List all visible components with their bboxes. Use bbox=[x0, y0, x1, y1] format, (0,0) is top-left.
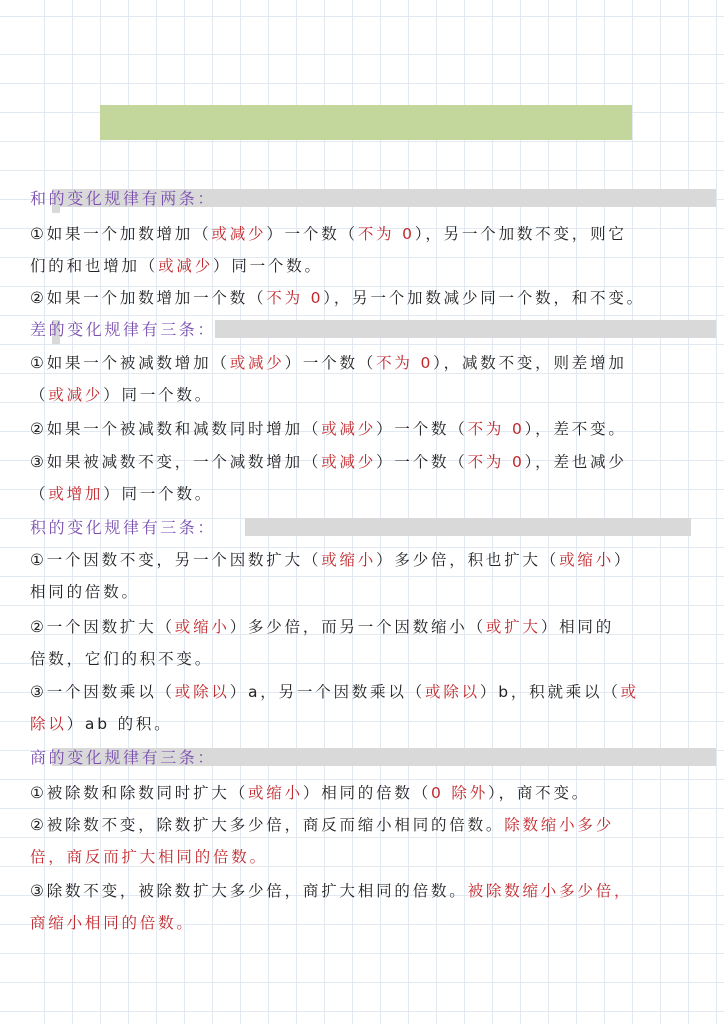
difference-rule-1 bbox=[30, 347, 694, 411]
heading-text: 差的变化规律有三条： bbox=[30, 320, 217, 339]
body-text: ）一个数（ bbox=[284, 354, 377, 372]
body-text: ③一个因数乘以（ bbox=[30, 683, 175, 701]
rule-line bbox=[30, 907, 694, 939]
rule-line bbox=[30, 576, 694, 608]
highlighted-text: 被除数缩小多少倍， bbox=[467, 882, 633, 900]
quotient-rule-3 bbox=[30, 875, 694, 939]
highlighted-text: 商缩小相同的倍数。 bbox=[30, 914, 195, 932]
highlighted-text: 或减少 bbox=[48, 386, 104, 404]
highlighted-text: 不为 0 bbox=[266, 289, 324, 307]
body-text: ）同一个数。 bbox=[103, 386, 214, 404]
heading-bar bbox=[215, 320, 716, 338]
highlighted-text: 或扩大 bbox=[485, 618, 541, 636]
highlighted-text: 或除以 bbox=[174, 683, 230, 701]
body-text: ） bbox=[614, 551, 633, 569]
rule-line bbox=[30, 777, 694, 809]
highlighted-text: 或缩小 bbox=[248, 784, 303, 802]
highlighted-text: 不为 0 bbox=[357, 225, 415, 243]
body-text: ）a，另一个因数乘以（ bbox=[229, 683, 426, 701]
body-text: ）相同的倍数（ bbox=[302, 784, 432, 802]
rule-line bbox=[30, 379, 694, 411]
body-text: ）相同的 bbox=[540, 618, 615, 636]
rule-line bbox=[30, 875, 694, 907]
rule-line bbox=[30, 676, 694, 708]
body-text: ）b，积就乘以（ bbox=[479, 683, 621, 701]
highlighted-text: 或缩小 bbox=[321, 551, 377, 569]
body-text: （ bbox=[30, 386, 49, 404]
body-text: 倍数，它们的积不变。 bbox=[30, 650, 214, 668]
rule-line bbox=[30, 282, 694, 314]
rule-line bbox=[30, 413, 694, 445]
highlighted-text: 0 除外 bbox=[431, 784, 489, 802]
body-text: ①被除数和除数同时扩大（ bbox=[30, 784, 248, 802]
heading-bar bbox=[245, 518, 691, 536]
body-text: ②如果一个加数增加一个数（ bbox=[30, 289, 267, 307]
section-heading-quotient bbox=[30, 748, 216, 768]
body-text: ），差不变。 bbox=[524, 420, 627, 438]
body-text: ）多少倍，而另一个因数缩小（ bbox=[229, 618, 486, 636]
body-text: ），减数不变，则差增加 bbox=[433, 354, 627, 372]
sum-rule-2 bbox=[30, 282, 694, 314]
body-text: ②被除数不变，除数扩大多少倍，商反而缩小相同的倍数。 bbox=[30, 816, 505, 834]
body-text: （ bbox=[30, 485, 49, 503]
difference-rule-3 bbox=[30, 446, 694, 510]
highlighted-text: 或减少 bbox=[211, 225, 267, 243]
rule-line bbox=[30, 347, 694, 379]
body-text: ③如果被减数不变，一个减数增加（ bbox=[30, 453, 322, 471]
rule-line bbox=[30, 544, 694, 576]
rule-line bbox=[30, 841, 694, 873]
highlighted-text: 除数缩小多少 bbox=[504, 816, 615, 834]
quotient-rule-2 bbox=[30, 809, 694, 873]
heading-text: 积的变化规律有三条： bbox=[30, 518, 217, 537]
body-text: ）一个数（ bbox=[376, 420, 468, 438]
highlighted-text: 除以 bbox=[30, 715, 67, 733]
quotient-rule-1 bbox=[30, 777, 694, 809]
body-text: ）一个数（ bbox=[376, 453, 468, 471]
heading-text: 商的变化规律有三条： bbox=[30, 748, 217, 767]
highlighted-text: 不为 0 bbox=[467, 420, 525, 438]
highlighted-text: 或减少 bbox=[321, 453, 377, 471]
title-banner bbox=[100, 105, 632, 140]
body-text: ②如果一个被减数和减数同时增加（ bbox=[30, 420, 322, 438]
highlighted-text: 或减少 bbox=[229, 354, 285, 372]
highlighted-text: 不为 0 bbox=[467, 453, 525, 471]
body-text: ）ab 的积。 bbox=[66, 715, 173, 733]
highlighted-text: 或除以 bbox=[425, 683, 480, 701]
body-text: ）同一个数。 bbox=[213, 257, 323, 275]
body-text: ①如果一个被减数增加（ bbox=[30, 354, 230, 372]
highlighted-text: 或缩小 bbox=[174, 618, 230, 636]
product-rule-3 bbox=[30, 676, 694, 740]
body-text: ③除数不变，被除数扩大多少倍，商扩大相同的倍数。 bbox=[30, 882, 468, 900]
rule-line bbox=[30, 611, 694, 643]
body-text: ①如果一个加数增加（ bbox=[30, 225, 212, 243]
body-text: ），商不变。 bbox=[488, 784, 591, 802]
highlighted-text: 倍，商反而扩大相同的倍数。 bbox=[30, 848, 268, 866]
body-text: 相同的倍数。 bbox=[30, 583, 140, 601]
rule-line bbox=[30, 809, 694, 841]
body-text: ①一个因数不变，另一个因数扩大（ bbox=[30, 551, 322, 569]
heading-text: 和的变化规律有两条： bbox=[30, 189, 217, 208]
body-text: ），另一个加数不变，则它 bbox=[414, 225, 627, 243]
body-text: ）同一个数。 bbox=[103, 485, 214, 503]
highlighted-text: 不为 0 bbox=[376, 354, 434, 372]
highlighted-text: 或 bbox=[620, 683, 639, 701]
body-text: ），另一个加数减少同一个数，和不变。 bbox=[323, 289, 645, 307]
difference-rule-2 bbox=[30, 413, 694, 445]
highlighted-text: 或缩小 bbox=[559, 551, 615, 569]
highlighted-text: 或增加 bbox=[48, 485, 104, 503]
rule-line bbox=[30, 218, 694, 250]
body-text: ），差也减少 bbox=[524, 453, 627, 471]
rule-line bbox=[30, 643, 694, 675]
body-text: ）一个数（ bbox=[266, 225, 358, 243]
section-heading-difference bbox=[30, 320, 216, 340]
product-rule-2 bbox=[30, 611, 694, 675]
body-text: ②一个因数扩大（ bbox=[30, 618, 175, 636]
rule-line bbox=[30, 446, 694, 478]
section-heading-product bbox=[30, 518, 216, 538]
product-rule-1 bbox=[30, 544, 694, 608]
rule-line bbox=[30, 250, 694, 282]
highlighted-text: 或减少 bbox=[321, 420, 377, 438]
rule-line bbox=[30, 708, 694, 740]
rule-line bbox=[30, 478, 694, 510]
sum-rule-1 bbox=[30, 218, 694, 282]
body-text: 们的和也增加（ bbox=[30, 257, 159, 275]
highlighted-text: 或减少 bbox=[158, 257, 214, 275]
section-heading-sum bbox=[30, 189, 216, 209]
body-text: ）多少倍，积也扩大（ bbox=[376, 551, 560, 569]
